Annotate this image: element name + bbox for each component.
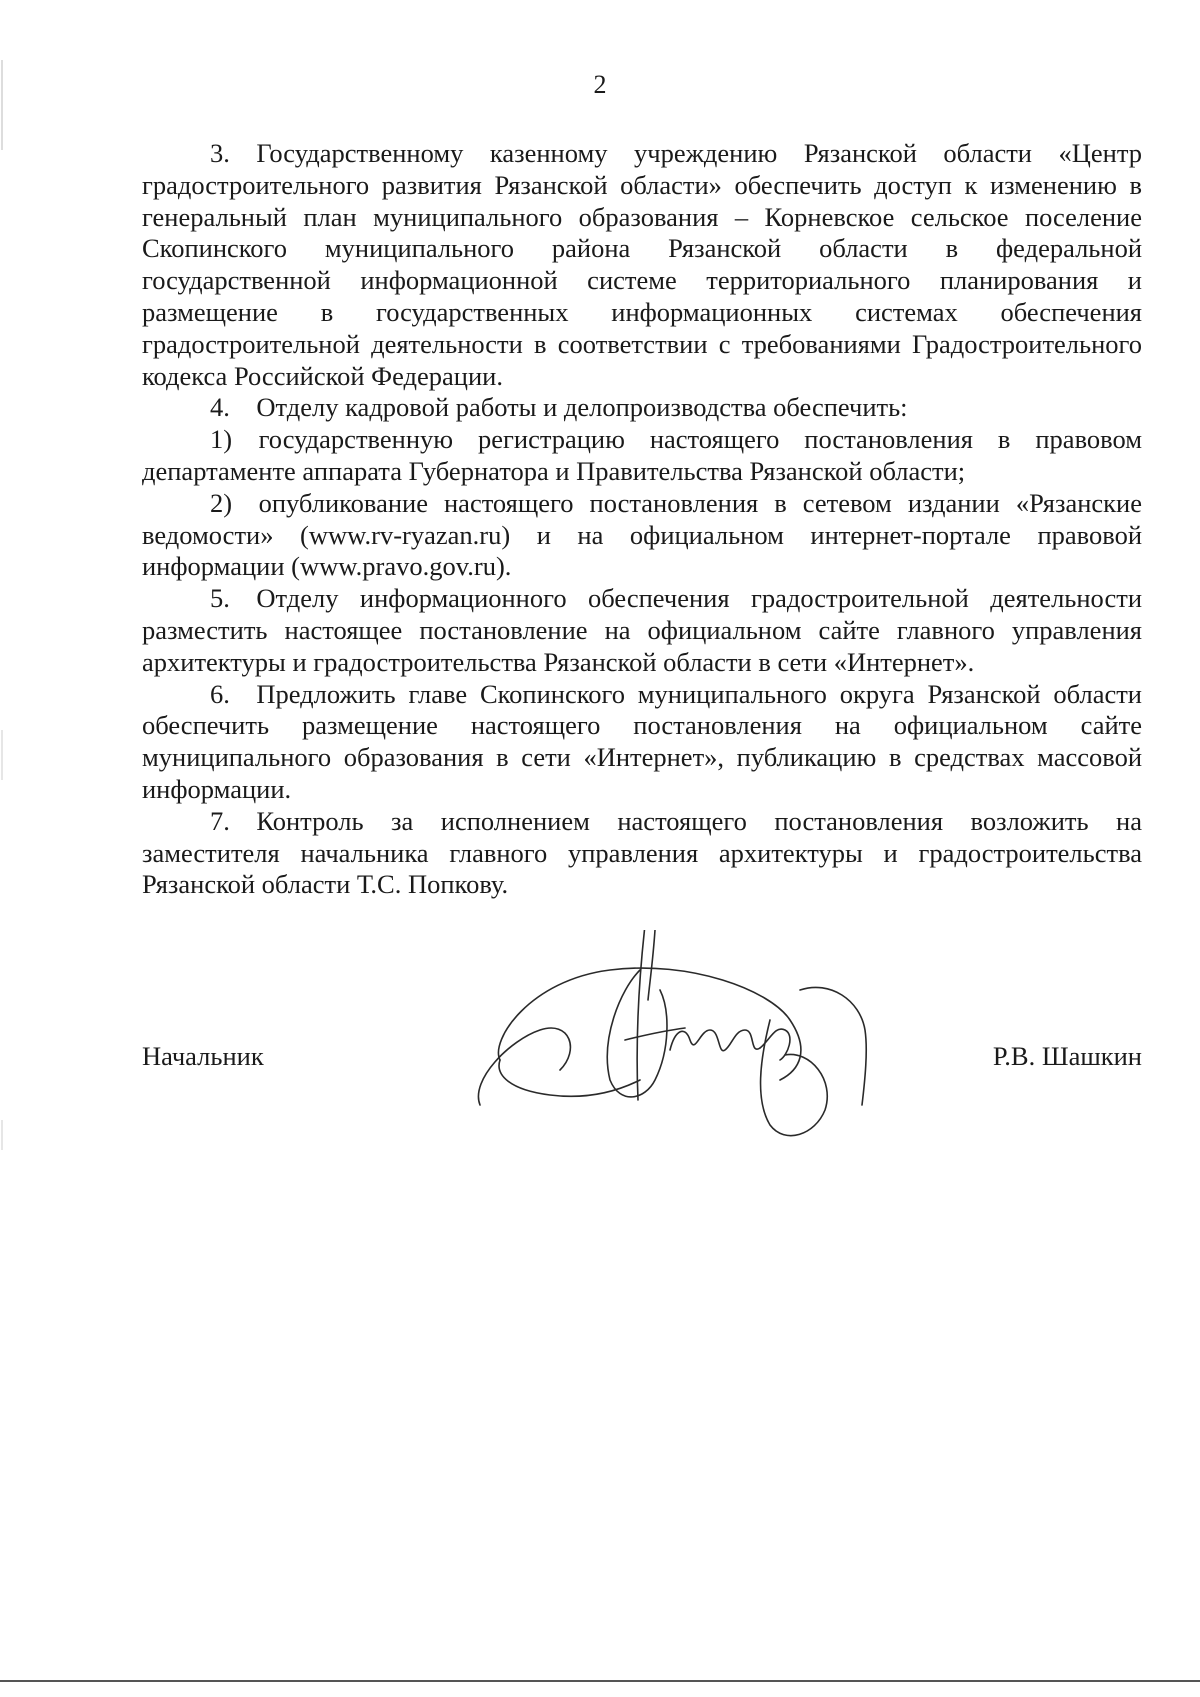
paragraph-4-item-2: 2) опубликование настоящего постановления в сетевом издании «Рязанские ведомости» (www.rv-ryazan.ru) и на официальном интернет-портале правовой информации (www.pravo.gov.ru). xyxy=(142,487,1142,582)
paragraph-3: 3. Государственному казенному учреждению Рязанской области «Центр градостроительного развития Рязанской области» обеспечить доступ к изменению в генеральный план муниципального образования – Корневское сельское поселение Скопинского муниципального района Рязанской области в федеральной государственной информационной системе территориального планирования и размещение в государственных информационных системах обеспечения градостроительной деятельности в соответствии с требованиями Градостроительного кодекса Российской Федерации. xyxy=(142,138,1142,391)
paragraph-6: 6. Предложить главе Скопинского муниципального округа Рязанской области обеспечить размещение настоящего постановления на официальном сайте муниципального образования в сети «Интернет», публикацию в средствах массовой информации. xyxy=(142,678,1142,804)
paragraph-4: 4. Отделу кадровой работы и делопроизводства обеспечить: xyxy=(210,392,908,423)
handwritten-signature xyxy=(470,930,890,1160)
paragraph-5: 5. Отделу информационного обеспечения градостроительной деятельности разместить настоящее постановление на официальном сайте главного управления архитектуры и градостроительства Рязанской области в сети «Интернет». xyxy=(142,583,1142,677)
signatory-name: Р.В. Шашкин xyxy=(992,1041,1142,1071)
scan-edge-marks xyxy=(0,40,6,1640)
scan-bottom-edge xyxy=(0,1680,1200,1682)
page-number: 2 xyxy=(593,70,607,99)
paragraph-4-item-1: 1) государственную регистрацию настоящего постановления в правовом департаменте аппарата Губернатора и Правительства Рязанской области; xyxy=(142,424,1142,486)
document-body xyxy=(142,138,1142,901)
paragraph-7: 7. Контроль за исполнением настоящего постановления возложить на заместителя начальника главного управления архитектуры и градостроительства Рязанской области Т.С. Попкову. xyxy=(142,805,1142,900)
signatory-title: Начальник xyxy=(142,1041,264,1071)
